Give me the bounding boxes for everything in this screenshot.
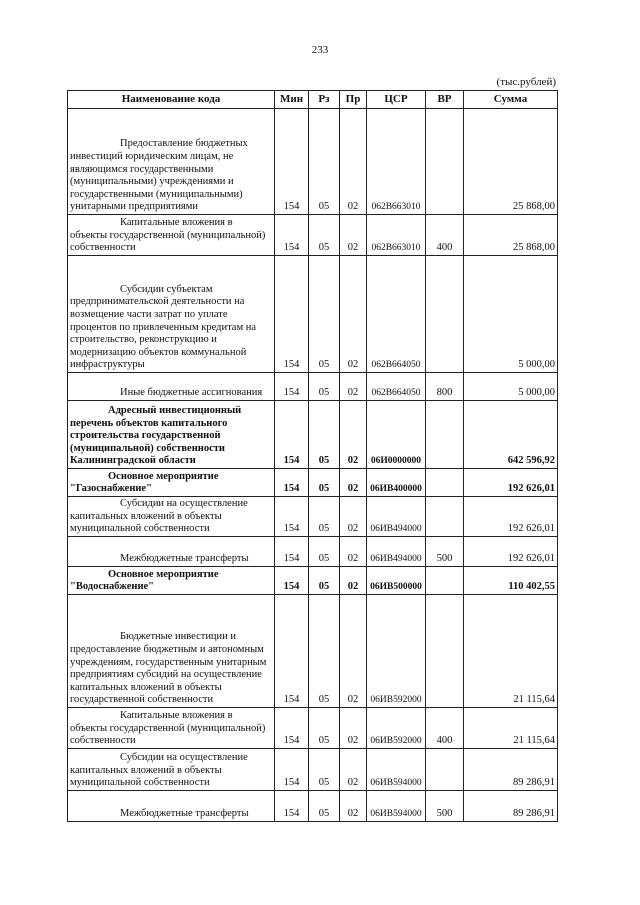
row-rz: 05 (309, 595, 340, 708)
row-vr: 400 (426, 215, 464, 256)
row-pr: 02 (340, 256, 367, 373)
table-row (68, 791, 558, 822)
table-row (68, 109, 558, 215)
row-min: 154 (275, 791, 309, 822)
row-vr (426, 567, 464, 595)
row-sum: 192 626,01 (464, 469, 558, 497)
row-name: Предоставление бюджетных инвестиций юридическим лицам, не являющимся государственными (муниципальными) учреждениями и государственными (муниципальными) унитарными предприятиями (68, 109, 275, 215)
row-min: 154 (275, 708, 309, 749)
table-row (68, 401, 558, 469)
row-pr: 02 (340, 401, 367, 469)
row-name: Капитальные вложения в объекты государственной (муниципальной) собственности (68, 215, 275, 256)
table-row (68, 215, 558, 256)
row-min: 154 (275, 401, 309, 469)
row-min: 154 (275, 749, 309, 791)
row-min: 154 (275, 256, 309, 373)
row-sum: 192 626,01 (464, 537, 558, 567)
row-csr: 06ИВ592000 (367, 708, 426, 749)
row-pr: 02 (340, 215, 367, 256)
header-pr: Пр (340, 91, 367, 109)
header-name: Наименование кода (68, 91, 275, 109)
page-number: 233 (311, 44, 329, 56)
row-csr: 062В663010 (367, 109, 426, 215)
row-sum: 25 868,00 (464, 215, 558, 256)
row-rz: 05 (309, 537, 340, 567)
row-pr: 02 (340, 749, 367, 791)
table-row (68, 497, 558, 537)
row-vr: 500 (426, 537, 464, 567)
row-name: Межбюджетные трансферты (68, 537, 275, 567)
row-rz: 05 (309, 109, 340, 215)
row-name: Адресный инвестиционный перечень объектов капитального строительства государственной (муниципальной) собственности Калининградской области (68, 401, 275, 469)
budget-table (67, 90, 558, 822)
row-rz: 05 (309, 373, 340, 401)
row-sum: 5 000,00 (464, 256, 558, 373)
row-pr: 02 (340, 567, 367, 595)
row-csr: 06И0000000 (367, 401, 426, 469)
row-vr: 400 (426, 708, 464, 749)
row-min: 154 (275, 469, 309, 497)
row-sum: 25 868,00 (464, 109, 558, 215)
row-vr (426, 469, 464, 497)
row-rz: 05 (309, 256, 340, 373)
table-row (68, 469, 558, 497)
row-csr: 06ИВ494000 (367, 497, 426, 537)
table-row (68, 749, 558, 791)
row-csr: 062В663010 (367, 215, 426, 256)
row-sum: 21 115,64 (464, 595, 558, 708)
table-row (68, 567, 558, 595)
table-row (68, 256, 558, 373)
row-pr: 02 (340, 109, 367, 215)
row-pr: 02 (340, 791, 367, 822)
row-csr: 06ИВ594000 (367, 749, 426, 791)
row-name: Основное мероприятие "Газоснабжение" (68, 469, 275, 497)
row-csr: 06ИВ592000 (367, 595, 426, 708)
row-sum: 5 000,00 (464, 373, 558, 401)
row-min: 154 (275, 215, 309, 256)
row-vr: 800 (426, 373, 464, 401)
row-name: Иные бюджетные ассигнования (68, 373, 275, 401)
header-csr: ЦСР (367, 91, 426, 109)
row-rz: 05 (309, 497, 340, 537)
table-row (68, 373, 558, 401)
table-header-row (68, 91, 558, 109)
row-name: Капитальные вложения в объекты государственной (муниципальной) собственности (68, 708, 275, 749)
row-rz: 05 (309, 708, 340, 749)
row-sum: 192 626,01 (464, 497, 558, 537)
row-csr: 062В664050 (367, 256, 426, 373)
row-csr: 06ИВ494000 (367, 537, 426, 567)
row-min: 154 (275, 537, 309, 567)
row-sum: 21 115,64 (464, 708, 558, 749)
row-min: 154 (275, 595, 309, 708)
row-pr: 02 (340, 708, 367, 749)
row-csr: 06ИВ400000 (367, 469, 426, 497)
header-min: Мин (275, 91, 309, 109)
table-row (68, 537, 558, 567)
header-sum: Сумма (464, 91, 558, 109)
row-csr: 06ИВ594000 (367, 791, 426, 822)
row-vr (426, 749, 464, 791)
row-vr (426, 497, 464, 537)
row-vr (426, 401, 464, 469)
row-vr (426, 256, 464, 373)
row-pr: 02 (340, 373, 367, 401)
row-name: Субсидии на осуществление капитальных вложений в объекты муниципальной собственности (68, 497, 275, 537)
units-label: (тыс.рублей) (496, 76, 556, 88)
row-rz: 05 (309, 791, 340, 822)
row-rz: 05 (309, 469, 340, 497)
row-rz: 05 (309, 215, 340, 256)
row-vr (426, 109, 464, 215)
row-rz: 05 (309, 401, 340, 469)
row-pr: 02 (340, 537, 367, 567)
row-min: 154 (275, 497, 309, 537)
row-pr: 02 (340, 469, 367, 497)
row-vr (426, 595, 464, 708)
row-min: 154 (275, 567, 309, 595)
row-csr: 062В664050 (367, 373, 426, 401)
row-pr: 02 (340, 497, 367, 537)
row-sum: 110 402,55 (464, 567, 558, 595)
row-name: Межбюджетные трансферты (68, 791, 275, 822)
row-vr: 500 (426, 791, 464, 822)
row-name: Основное мероприятие "Водоснабжение" (68, 567, 275, 595)
header-rz: Рз (309, 91, 340, 109)
table-row (68, 595, 558, 708)
row-pr: 02 (340, 595, 367, 708)
row-rz: 05 (309, 567, 340, 595)
table-row (68, 708, 558, 749)
row-min: 154 (275, 373, 309, 401)
row-name: Субсидии на осуществление капитальных вложений в объекты муниципальной собственности (68, 749, 275, 791)
row-min: 154 (275, 109, 309, 215)
header-vr: ВР (426, 91, 464, 109)
row-name: Бюджетные инвестиции и предоставление бюджетным и автономным учреждениям, государственным унитарным предприятиям субсидий на осуществление капитальных вложений в объекты государственной собственности (68, 595, 275, 708)
row-sum: 89 286,91 (464, 791, 558, 822)
row-sum: 89 286,91 (464, 749, 558, 791)
row-name: Субсидии субъектам предпринимательской деятельности на возмещение части затрат по уплате процентов по привлеченным кредитам на строительство, реконструкцию и модернизацию объектов коммунальной инфраструктуры (68, 256, 275, 373)
row-csr: 06ИВ500000 (367, 567, 426, 595)
row-rz: 05 (309, 749, 340, 791)
row-sum: 642 596,92 (464, 401, 558, 469)
